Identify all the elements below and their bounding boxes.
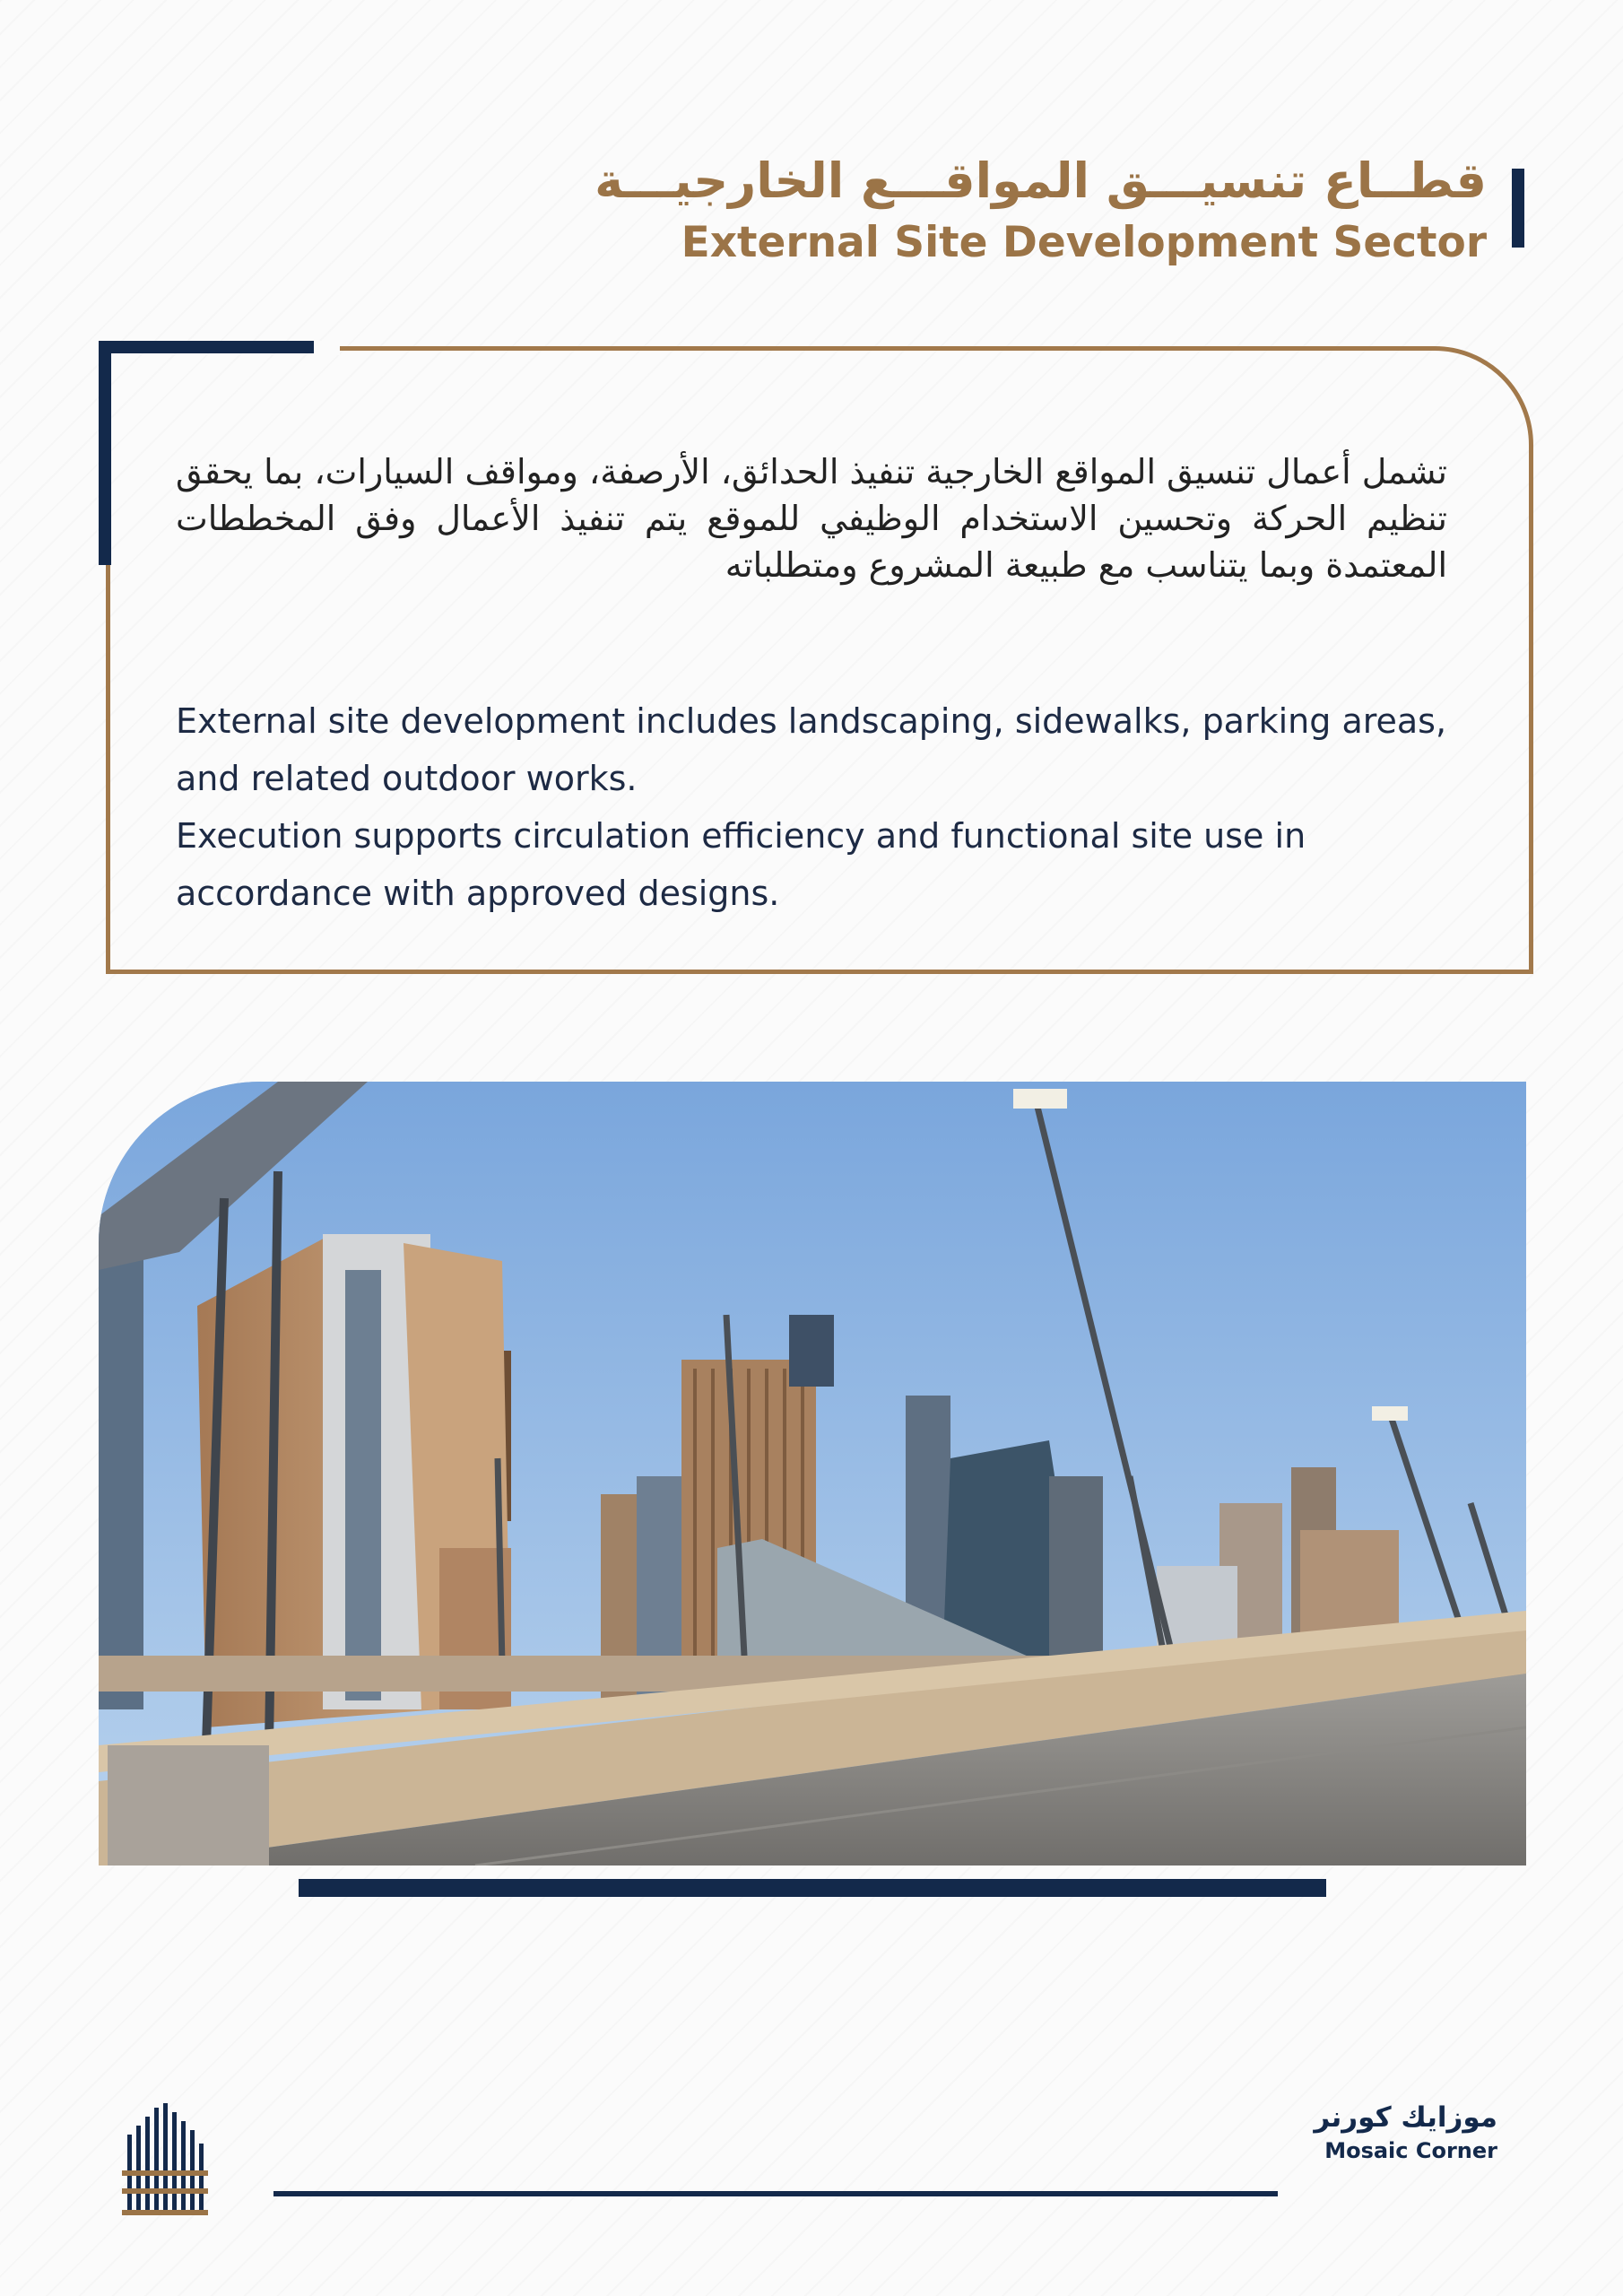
brand-name-english: Mosaic Corner (1324, 2138, 1497, 2163)
page-header (595, 149, 1487, 273)
page-title-english: External Site Development Sector (681, 218, 1487, 267)
description-arabic: تشمل أعمال تنسيق المواقع الخارجية تنفيذ الحدائق، الأرصفة، ومواقف السيارات، بما يحقق تنظيم الحركة وتحسين الاستخدام الوظيفي للموقع يتم تنفيذ الأعمال وفق المخططات المعتمدة وبما يتناسب مع طبيعة المشروع ومتطلباته (176, 452, 1447, 585)
brand-block (1314, 2099, 1497, 2165)
description-english (176, 692, 1458, 922)
brand-name-arabic: موزايك كورنر (1314, 2101, 1497, 2134)
footer-divider (273, 2191, 1278, 2196)
mosaic-corner-logo-icon (100, 2099, 226, 2233)
site-photo (99, 1082, 1526, 1866)
frame-corner-accent-vertical (99, 341, 111, 565)
description-english-line-1: External site development includes landscaping, sidewalks, parking areas, and related outdoor works. (176, 701, 1447, 798)
frame-gap (309, 341, 340, 355)
page-title-arabic: قطــاع تنسيـــق المواقـــع الخارجيـــة (595, 152, 1487, 209)
photo-accent-bar (299, 1879, 1326, 1897)
frame-corner-accent-horizontal (99, 341, 314, 353)
title-accent-bar (1512, 169, 1524, 248)
description-english-line-2: Execution supports circulation efficiency and functional site use in accordance with approved designs. (176, 816, 1306, 913)
